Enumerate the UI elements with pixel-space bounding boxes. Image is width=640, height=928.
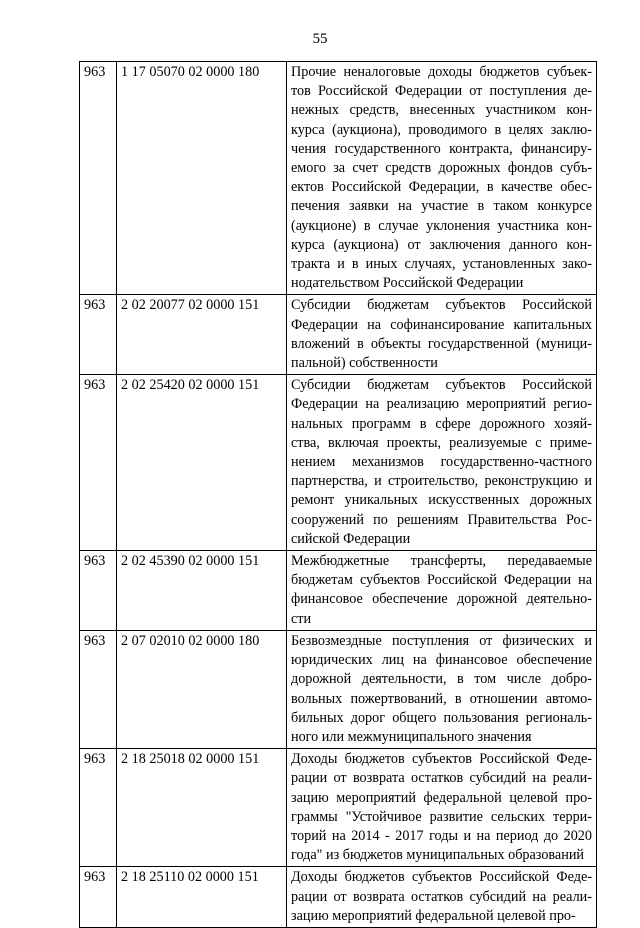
revenue-name-line: ства, включая проекты, реализуемые с приме-: [291, 434, 592, 451]
revenue-name-cell: [287, 62, 597, 295]
admin-code-cell: 963: [80, 749, 117, 867]
revenue-name-line: ектов Российской Федерации, в качестве обес-: [291, 179, 592, 196]
admin-code-cell: 963: [80, 375, 117, 551]
revenue-name-line: Федерации на софинансирование капитальных: [291, 316, 592, 333]
table-row: [80, 375, 597, 551]
revenue-name-line: (аукционе) в случае уклонения участника кон-: [291, 217, 592, 234]
revenue-code-cell: 2 02 20077 02 0000 151: [117, 295, 287, 375]
revenue-name-line: чения государственного контракта, финансиру-: [291, 140, 592, 157]
revenue-name-line: торий на 2014 - 2017 годы и на период до 2020: [291, 827, 592, 844]
table-row: [80, 62, 597, 295]
revenue-name-line: печения заявки на участие в таком конкурсе: [291, 198, 592, 215]
table-row: [80, 551, 597, 631]
admin-code-cell: 963: [80, 62, 117, 295]
revenue-code-cell: 1 17 05070 02 0000 180: [117, 62, 287, 295]
revenue-name-line: зацию мероприятий федеральной целевой про-: [291, 907, 576, 924]
revenue-name-line: курса (аукциона) от заключения данного кон-: [291, 236, 592, 253]
revenue-name-line: вольных пожертвований, в отношении автомо-: [291, 690, 592, 707]
admin-code-cell: 963: [80, 295, 117, 375]
revenue-name-line: ного или межмуниципального значения: [291, 728, 532, 745]
revenue-name-line: ремонт уникальных искусственных дорожных: [291, 492, 592, 509]
revenue-code-cell: 2 18 25110 02 0000 151: [117, 867, 287, 928]
admin-code-cell: 963: [80, 551, 117, 631]
revenue-name-line: партнерства, и строительство, реконструкцию и: [291, 473, 592, 490]
revenue-name-line: нением механизмов государственно-частного: [291, 454, 592, 471]
revenue-name-line: Доходы бюджетов субъектов Российской Феде-: [291, 751, 592, 768]
revenue-name-line: дорожной деятельности, в том числе добро-: [291, 671, 592, 688]
revenue-name-line: нодательством Российской Федерации: [291, 275, 524, 292]
revenue-name-line: пальной) собственности: [291, 355, 438, 372]
table-row: [80, 749, 597, 867]
revenue-name-line: юридических лиц на финансовое обеспечение: [291, 652, 592, 669]
revenue-name-cell: [287, 749, 597, 867]
revenue-name-line: тракта и в иных случаях, установленных зако-: [291, 256, 592, 273]
revenue-name-line: Межбюджетные трансферты, передаваемые: [291, 553, 592, 570]
revenue-name-line: Субсидии бюджетам субъектов Российской: [291, 377, 592, 394]
revenue-name-line: рации от возврата остатков субсидий на реали-: [291, 888, 592, 905]
revenue-name-line: бильных дорог общего пользования региональ-: [291, 709, 592, 726]
revenue-code-cell: 2 02 25420 02 0000 151: [117, 375, 287, 551]
table-row: [80, 630, 597, 748]
revenue-code-cell: 2 07 02010 02 0000 180: [117, 630, 287, 748]
revenue-name-line: бюджетам субъектов Российской Федерации на: [291, 572, 592, 589]
budget-classification-table: [79, 61, 597, 928]
revenue-name-line: зацию мероприятий федеральной целевой про-: [291, 789, 592, 806]
revenue-name-line: нальных программ в сфере дорожного хозяй-: [291, 415, 592, 432]
table-body: [80, 62, 597, 928]
revenue-name-line: нежных средств, внесенных участником кон-: [291, 102, 592, 119]
revenue-name-line: Прочие неналоговые доходы бюджетов субъек-: [291, 64, 592, 80]
revenue-name-line: сийской Федерации: [291, 530, 411, 547]
admin-code-cell: 963: [80, 630, 117, 748]
revenue-name-cell: [287, 295, 597, 375]
revenue-code-cell: 2 18 25018 02 0000 151: [117, 749, 287, 867]
revenue-name-cell: [287, 551, 597, 631]
revenue-name-line: Доходы бюджетов субъектов Российской Феде-: [291, 869, 592, 886]
revenue-name-line: года" из бюджетов муниципальных образований: [291, 847, 585, 864]
revenue-name-line: рации от возврата остатков субсидий на реали-: [291, 770, 592, 787]
revenue-name-cell: [287, 375, 597, 551]
revenue-name-cell: [287, 867, 597, 928]
revenue-name-line: Субсидии бюджетам субъектов Российской: [291, 297, 592, 314]
revenue-name-line: Федерации на реализацию мероприятий регио-: [291, 396, 592, 413]
revenue-name-line: сооружений по решениям Правительства Рос-: [291, 511, 592, 528]
revenue-name-line: вложений в объекты государственной (муници-: [291, 335, 592, 352]
admin-code-cell: 963: [80, 867, 117, 928]
page-number: 55: [312, 31, 328, 47]
table-row: [80, 295, 597, 375]
revenue-name-line: Безвозмездные поступления от физических и: [291, 632, 592, 649]
revenue-name-cell: [287, 630, 597, 748]
revenue-name-line: тов Российской Федерации от поступления де-: [291, 83, 592, 100]
revenue-name-line: финансовое обеспечение дорожной деятельно-: [291, 591, 592, 608]
table-row: [80, 867, 597, 928]
revenue-code-cell: 2 02 45390 02 0000 151: [117, 551, 287, 631]
revenue-name-line: сти: [291, 610, 312, 627]
revenue-name-line: курса (аукциона), проводимого в целях заклю-: [291, 121, 592, 138]
revenue-name-line: граммы "Устойчивое развитие сельских терри-: [291, 808, 592, 825]
revenue-name-line: емого за счет средств дорожных фондов субъ-: [291, 160, 592, 177]
